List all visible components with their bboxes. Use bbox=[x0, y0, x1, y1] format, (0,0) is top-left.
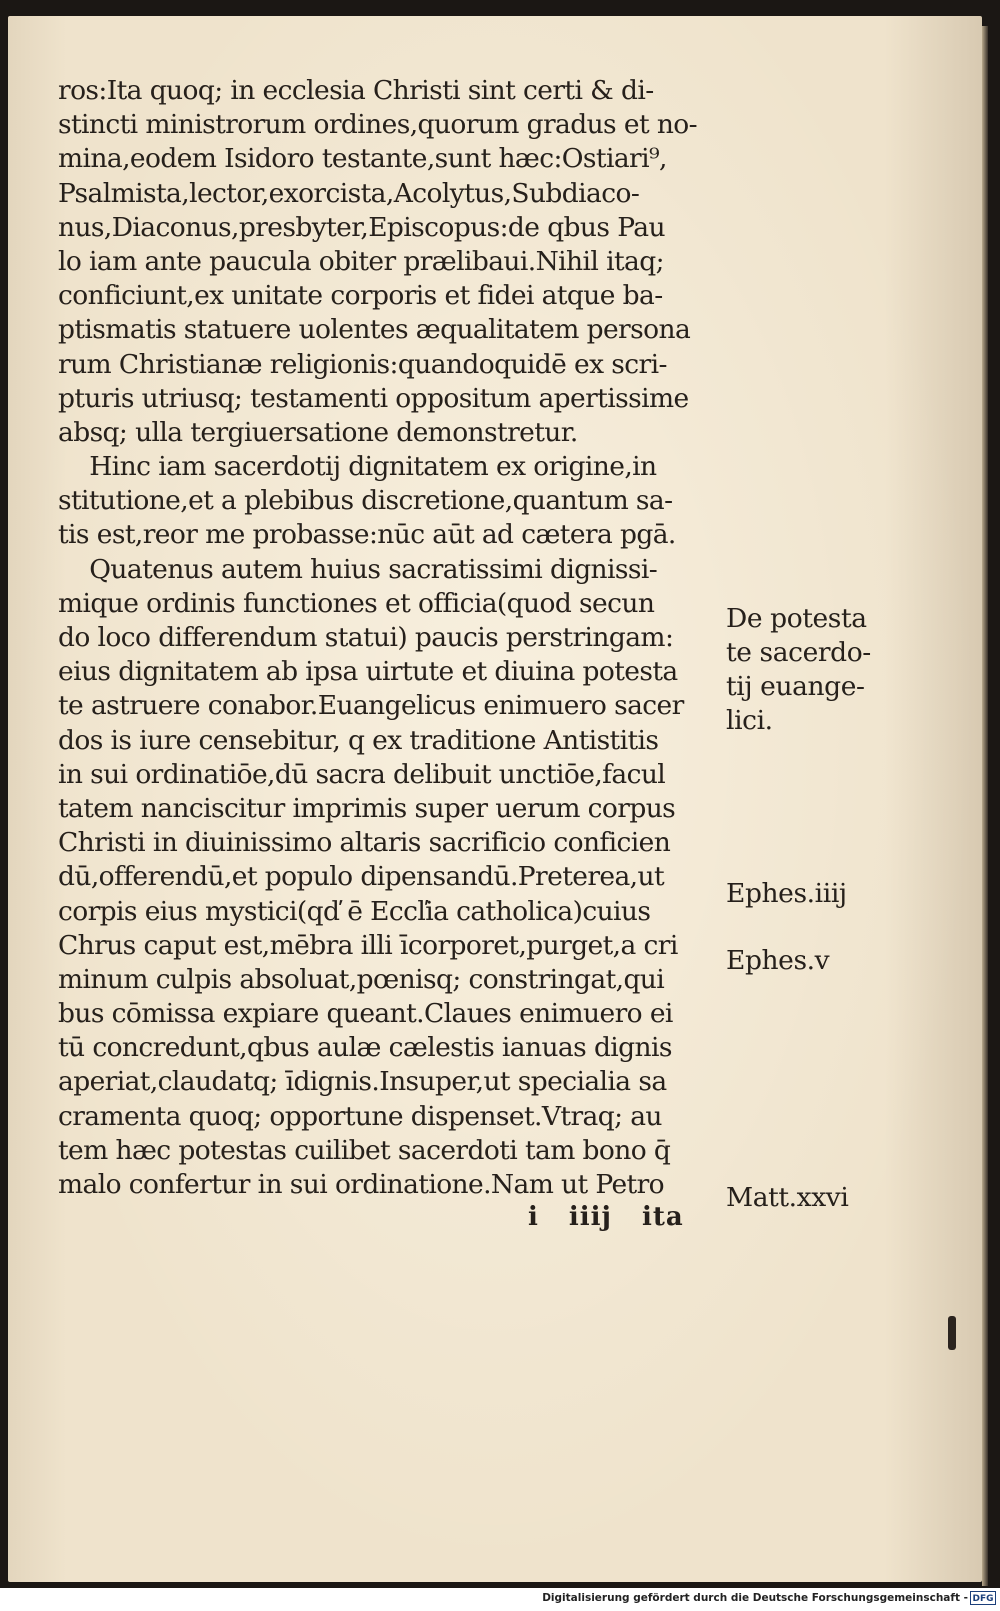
text-line: Psalmista,lector,exorcista,Acolytus,Subdiaco- bbox=[58, 177, 640, 209]
text-line: cramenta quoq; opportune dispenset.Vtraq; au bbox=[58, 1100, 662, 1132]
text-line: stitutione,et a plebibus discretione,quantum sa- bbox=[58, 485, 673, 517]
text-line: mique ordinis functiones et officia(quod secun bbox=[58, 587, 655, 619]
footer-credit: Digitalisierung gefördert durch die Deutsche Forschungsgemeinschaft - bbox=[542, 1592, 968, 1604]
text-line: nus,Diaconus,presbyter,Episcopus:de qbus Pau bbox=[58, 211, 665, 243]
text-line: Quatenus autem huius sacratissimi dignissi- bbox=[58, 553, 658, 585]
text-line: ros:Ita quoq; in ecclesia Christi sint certi & di- bbox=[58, 75, 654, 106]
text-line: tū concredunt,qbus aulæ cælestis ianuas dignis bbox=[58, 1032, 672, 1064]
text-line: in sui ordinatiōe,dū sacra delibuit unctiōe,facul bbox=[58, 758, 666, 790]
text-line: dos is iure censebitur, q ex traditione Antistitis bbox=[58, 724, 659, 756]
text-line: eius dignitatem ab ipsa uirtute et diuina potesta bbox=[58, 656, 678, 688]
margin-note-line: te sacerdo- bbox=[726, 637, 871, 668]
signature-catchword: i iiij ita bbox=[528, 1202, 684, 1232]
text-line: mina,eodem Isidoro testante,sunt hæc:Ostiari⁹, bbox=[58, 143, 667, 175]
text-line: do loco differendum statui) paucis perstringam: bbox=[58, 622, 674, 653]
footer-bar bbox=[0, 1588, 1000, 1611]
margin-note-line: lici. bbox=[726, 705, 773, 736]
text-line: corpis eius mystici(qď ē Eccľia catholica)cuius bbox=[58, 895, 651, 927]
text-line: conficiunt,ex unitate corporis et fidei atque ba- bbox=[58, 280, 663, 312]
margin-note-matt-26: Matt.xxvi bbox=[726, 1182, 849, 1213]
dfg-logo-icon: DFG bbox=[970, 1591, 996, 1605]
main-text-block bbox=[58, 74, 718, 1202]
text-line: stincti ministrorum ordines,quorum gradus et no- bbox=[58, 109, 698, 141]
page-edge-mark bbox=[948, 1316, 956, 1350]
text-line: Hinc iam sacerdotij dignitatem ex origine,in bbox=[58, 451, 657, 483]
margin-note-line: De potesta bbox=[726, 603, 867, 634]
margin-note-potestate bbox=[726, 602, 871, 738]
margin-note-ephes-4: Ephes.iiij bbox=[726, 878, 847, 909]
text-line: bus cōmissa expiare queant.Claues enimuero ei bbox=[58, 998, 673, 1030]
margin-note-ephes-5: Ephes.v bbox=[726, 945, 830, 976]
text-line: tem hæc potestas cuilibet sacerdoti tam bono q̄ bbox=[58, 1134, 671, 1166]
text-line: rum Christianæ religionis:quandoquidē ex scri- bbox=[58, 348, 667, 380]
text-line: minum culpis absoluat,pœnisq; constringat,qui bbox=[58, 963, 665, 995]
text-line: dū,offerendū,et populo dipensandū.Preterea,ut bbox=[58, 861, 665, 893]
text-line: lo iam ante paucula obiter prælibaui.Nihil itaq; bbox=[58, 245, 664, 277]
page-edge-shadow bbox=[982, 26, 988, 1586]
margin-note-line: tij euange- bbox=[726, 671, 865, 702]
text-line: absq; ulla tergiuersatione demonstretur. bbox=[58, 416, 578, 448]
text-line: malo confertur in sui ordinatione.Nam ut Petro bbox=[58, 1169, 664, 1200]
book-page bbox=[8, 16, 982, 1582]
text-line: Chrus caput est,mēbra illi īcorporet,purget,a cri bbox=[58, 929, 678, 961]
text-line: ptismatis statuere uolentes æqualitatem persona bbox=[58, 314, 691, 346]
text-line: Christi in diuinissimo altaris sacrificio conficien bbox=[58, 827, 671, 859]
text-line: pturis utriusq; testamenti oppositum apertissime bbox=[58, 382, 689, 414]
text-line: te astruere conabor.Euangelicus enimuero sacer bbox=[58, 690, 684, 722]
text-line: tis est,reor me probasse:nūc aūt ad cætera pgā. bbox=[58, 519, 676, 551]
text-line: aperiat,claudatq; īdignis.Insuper,ut specialia sa bbox=[58, 1066, 667, 1098]
text-line: tatem nanciscitur imprimis super uerum corpus bbox=[58, 792, 676, 824]
